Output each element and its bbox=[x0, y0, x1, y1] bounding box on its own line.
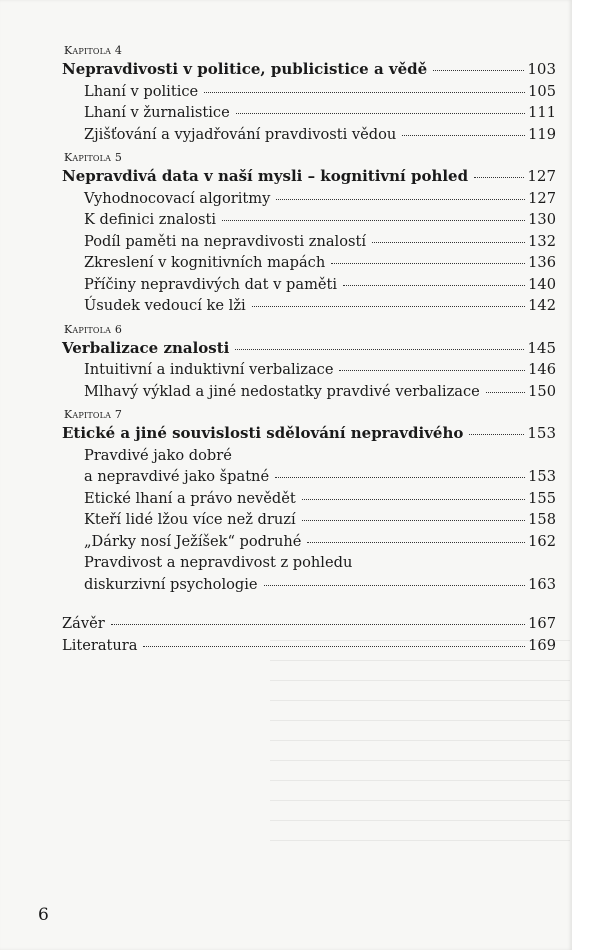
chapter-5 bbox=[62, 151, 556, 317]
entry-title: Zjišťování a vyjadřování pravdivosti vědou bbox=[84, 125, 397, 143]
entry-title: Literatura bbox=[62, 636, 138, 654]
chapter-label: Kapitola 7 bbox=[64, 408, 123, 421]
page-ref: 103 bbox=[527, 60, 556, 78]
dot-leader bbox=[276, 199, 525, 200]
chapter-title-entry bbox=[62, 423, 556, 445]
chapter-label: Kapitola 6 bbox=[64, 322, 123, 336]
dot-leader bbox=[402, 135, 525, 136]
dot-leader bbox=[236, 113, 525, 114]
table-of-contents bbox=[62, 44, 556, 656]
dot-leader bbox=[264, 585, 525, 586]
entry-title: Podíl paměti na nepravdivosti znalostí bbox=[84, 232, 367, 250]
dot-leader bbox=[302, 499, 525, 500]
page-ref: 140 bbox=[528, 275, 556, 293]
page-ref: 158 bbox=[528, 511, 556, 528]
entry-title: Lhaní v žurnalistice bbox=[84, 104, 230, 121]
chapter-label: Kapitola 4 bbox=[64, 44, 123, 57]
entry-title: Závěr bbox=[62, 615, 105, 632]
toc-entry bbox=[62, 359, 556, 381]
entry-title-line1: Pravdivost a nepravdivost z pohledu bbox=[84, 554, 353, 571]
toc-entry bbox=[62, 509, 556, 531]
dot-leader bbox=[331, 263, 525, 264]
dot-leader bbox=[372, 242, 525, 243]
dot-leader bbox=[433, 70, 524, 71]
toc-entry bbox=[62, 188, 556, 210]
entry-title: Intuitivní a induktivní verbalizace bbox=[84, 361, 334, 378]
page-ref: 127 bbox=[528, 189, 556, 207]
entry-title: Úsudek vedoucí ke lži bbox=[84, 297, 246, 314]
back-matter bbox=[62, 613, 556, 656]
entry-title: „Dárky nosí Ježíšek“ podruhé bbox=[84, 532, 302, 550]
toc-entry bbox=[62, 488, 556, 510]
dot-leader bbox=[486, 392, 525, 393]
page-ref: 111 bbox=[528, 104, 556, 121]
page-ref: 130 bbox=[528, 211, 556, 228]
dot-leader bbox=[474, 177, 524, 178]
page-ref: 162 bbox=[528, 532, 556, 550]
page-ref: 127 bbox=[527, 167, 556, 185]
entry-title: Zkreslení v kognitivních mapách bbox=[84, 254, 326, 271]
chapter-title: Etické a jiné souvislosti sdělování nepravdivého bbox=[62, 424, 464, 442]
page-ref: 163 bbox=[528, 575, 556, 593]
dot-leader bbox=[339, 370, 525, 371]
chapter-7 bbox=[62, 408, 556, 595]
dot-leader bbox=[307, 542, 525, 543]
page-ref: 153 bbox=[528, 468, 556, 485]
chapter-label: Kapitola 5 bbox=[64, 151, 123, 164]
dot-leader bbox=[252, 306, 525, 307]
dot-leader bbox=[235, 349, 524, 350]
toc-entry bbox=[62, 124, 556, 146]
page-ref: 132 bbox=[528, 232, 556, 250]
dot-leader bbox=[469, 434, 524, 435]
show-through-text bbox=[270, 640, 570, 860]
page-ref: 142 bbox=[528, 297, 556, 314]
chapter-title: Verbalizace znalosti bbox=[62, 338, 230, 357]
toc-entry bbox=[62, 574, 556, 596]
page-ref: 155 bbox=[528, 489, 556, 507]
page-ref: 146 bbox=[528, 361, 556, 378]
chapter-title: Nepravdivosti v politice, publicistice a vědě bbox=[62, 60, 428, 78]
dot-leader bbox=[343, 285, 525, 286]
page-ref: 136 bbox=[528, 254, 556, 271]
toc-entry bbox=[62, 231, 556, 253]
chapter-4 bbox=[62, 44, 556, 145]
toc-entry-conclusion bbox=[62, 613, 556, 635]
entry-title: Kteří lidé lžou více než druzí bbox=[84, 511, 296, 528]
toc-entry bbox=[62, 274, 556, 296]
page-ref: 153 bbox=[527, 424, 556, 442]
entry-title: Vyhodnocovací algoritmy bbox=[84, 189, 271, 207]
page-ref: 119 bbox=[528, 125, 556, 143]
toc-entry-literature bbox=[62, 635, 556, 657]
entry-title: a nepravdivé jako špatné bbox=[84, 468, 270, 485]
toc-entry bbox=[62, 295, 556, 317]
entry-title: Příčiny nepravdivých dat v paměti bbox=[84, 275, 338, 293]
toc-entry bbox=[62, 209, 556, 231]
chapter-title: Nepravdivá data v naší mysli – kognitivní pohled bbox=[62, 167, 469, 185]
page-ref: 105 bbox=[528, 82, 556, 100]
chapter-title-entry bbox=[62, 59, 556, 81]
page-number: 6 bbox=[38, 905, 49, 925]
chapter-6 bbox=[62, 323, 556, 403]
dot-leader bbox=[275, 477, 525, 478]
toc-entry bbox=[62, 466, 556, 488]
toc-entry bbox=[62, 252, 556, 274]
entry-title: Etické lhaní a právo nevědět bbox=[84, 489, 296, 507]
entry-title: diskurzivní psychologie bbox=[84, 575, 258, 593]
entry-title-line1: Pravdivé jako dobré bbox=[84, 446, 232, 464]
toc-entry bbox=[62, 102, 556, 124]
page-ref: 167 bbox=[528, 615, 556, 632]
dot-leader bbox=[111, 624, 525, 625]
page-ref: 169 bbox=[528, 636, 556, 654]
dot-leader bbox=[143, 646, 525, 647]
dot-leader bbox=[302, 520, 525, 521]
dot-leader bbox=[204, 92, 525, 93]
toc-entry bbox=[62, 81, 556, 103]
toc-entry bbox=[62, 381, 556, 403]
chapter-title-entry bbox=[62, 338, 556, 360]
page-ref: 145 bbox=[527, 338, 556, 357]
entry-title: K definici znalosti bbox=[84, 211, 217, 228]
entry-title: Lhaní v politice bbox=[84, 82, 199, 100]
toc-entry bbox=[62, 531, 556, 553]
entry-title: Mlhavý výklad a jiné nedostatky pravdivé verbalizace bbox=[84, 382, 480, 400]
dot-leader bbox=[222, 220, 525, 221]
chapter-title-entry bbox=[62, 166, 556, 188]
page-ref: 150 bbox=[528, 382, 556, 400]
